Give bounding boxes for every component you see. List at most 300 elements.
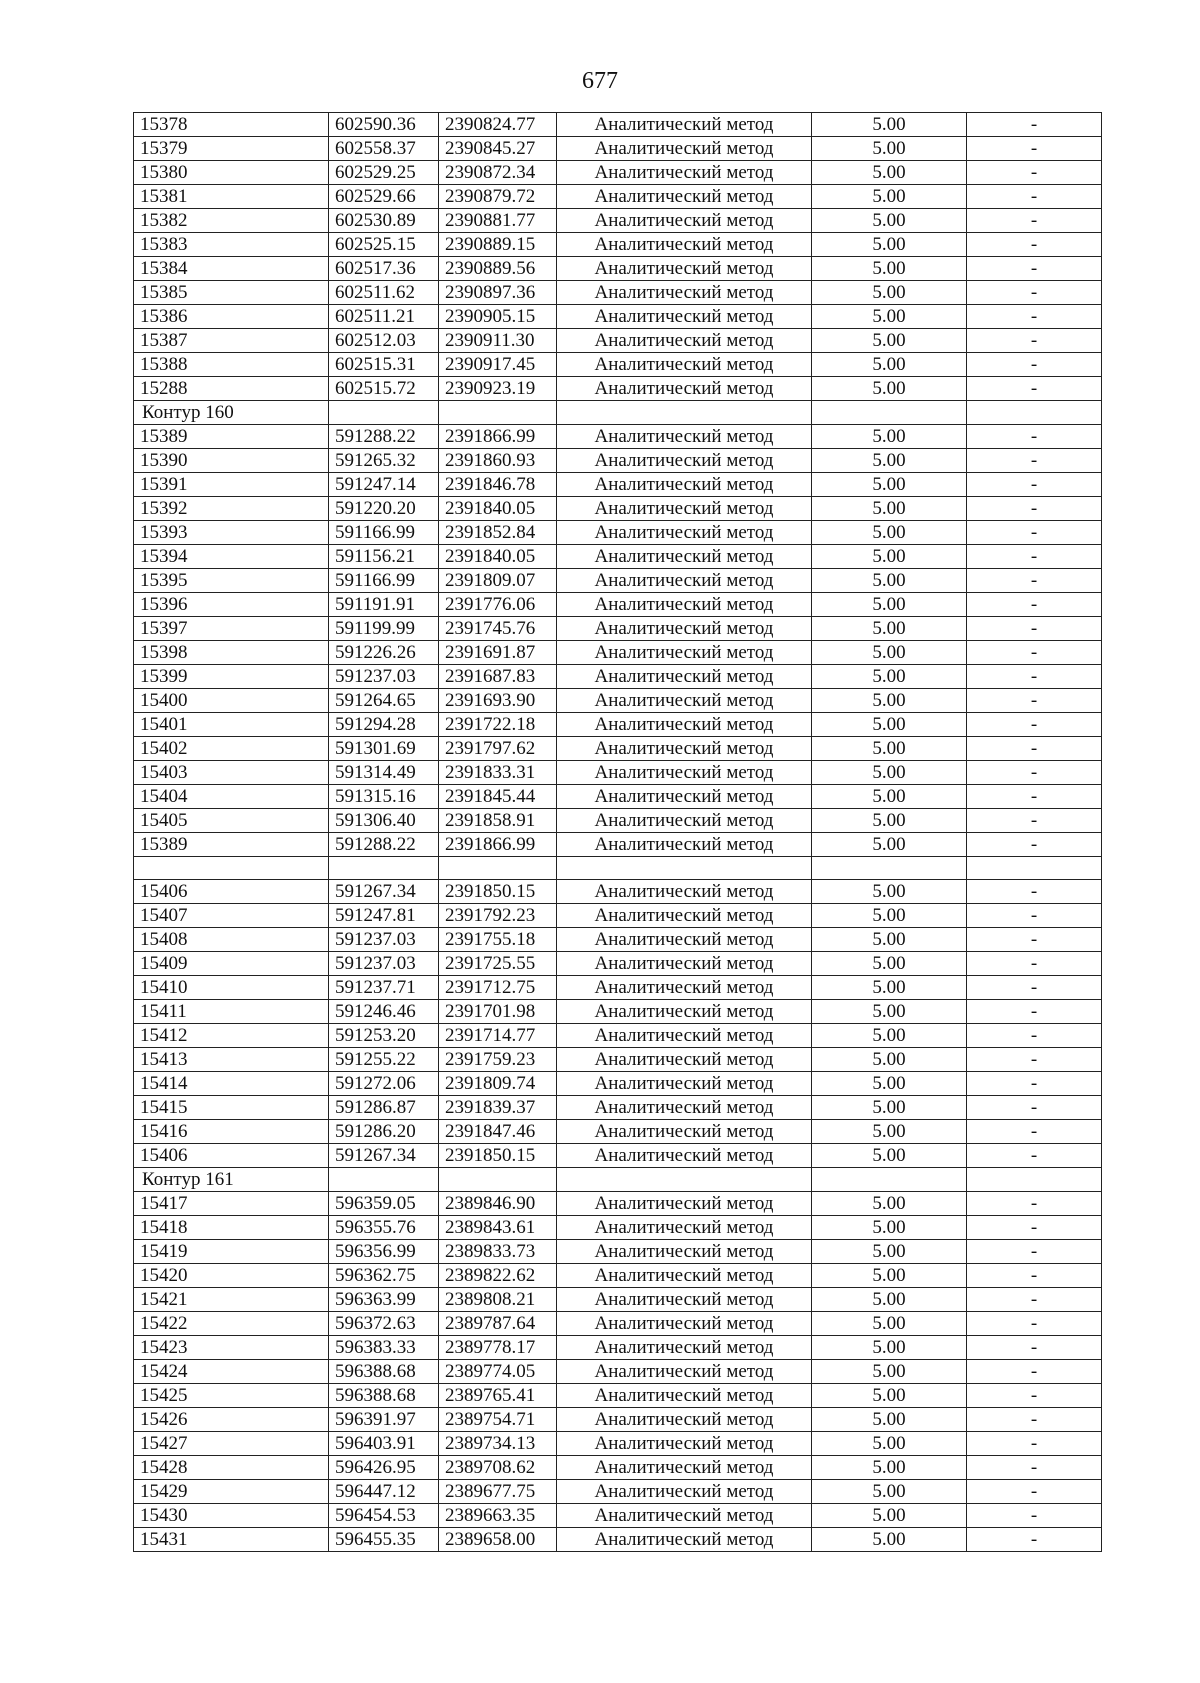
method-cell: Аналитический метод bbox=[557, 1024, 812, 1048]
note-cell: - bbox=[967, 737, 1102, 761]
point-number-cell: 15404 bbox=[134, 785, 329, 809]
accuracy-cell: 5.00 bbox=[812, 377, 967, 401]
point-number-cell: 15385 bbox=[134, 281, 329, 305]
method-cell: Аналитический метод bbox=[557, 257, 812, 281]
accuracy-cell: 5.00 bbox=[812, 1360, 967, 1384]
accuracy-cell bbox=[812, 857, 967, 880]
coord-x-cell: 591288.22 bbox=[329, 425, 439, 449]
coord-x-cell: 591264.65 bbox=[329, 689, 439, 713]
coord-y-cell: 2389708.62 bbox=[439, 1456, 557, 1480]
coord-y-cell bbox=[439, 401, 557, 425]
coord-y-cell: 2391839.37 bbox=[439, 1096, 557, 1120]
coord-x-cell: 591247.14 bbox=[329, 473, 439, 497]
point-number-cell: 15395 bbox=[134, 569, 329, 593]
coord-x-cell: 591255.22 bbox=[329, 1048, 439, 1072]
table-row bbox=[134, 833, 1102, 857]
note-cell: - bbox=[967, 1024, 1102, 1048]
note-cell: - bbox=[967, 353, 1102, 377]
coord-y-cell: 2391714.77 bbox=[439, 1024, 557, 1048]
accuracy-cell: 5.00 bbox=[812, 233, 967, 257]
table-row bbox=[134, 761, 1102, 785]
coord-x-cell: 602515.31 bbox=[329, 353, 439, 377]
method-cell: Аналитический метод bbox=[557, 1000, 812, 1024]
note-cell: - bbox=[967, 617, 1102, 641]
coord-y-cell: 2391776.06 bbox=[439, 593, 557, 617]
coord-x-cell: 596426.95 bbox=[329, 1456, 439, 1480]
point-number-cell: 15392 bbox=[134, 497, 329, 521]
note-cell: - bbox=[967, 1192, 1102, 1216]
note-cell bbox=[967, 857, 1102, 880]
accuracy-cell: 5.00 bbox=[812, 521, 967, 545]
method-cell: Аналитический метод bbox=[557, 785, 812, 809]
accuracy-cell: 5.00 bbox=[812, 1072, 967, 1096]
point-number-cell: 15400 bbox=[134, 689, 329, 713]
note-cell: - bbox=[967, 1528, 1102, 1552]
note-cell: - bbox=[967, 209, 1102, 233]
point-number-cell: 15401 bbox=[134, 713, 329, 737]
accuracy-cell: 5.00 bbox=[812, 1216, 967, 1240]
coord-y-cell: 2391852.84 bbox=[439, 521, 557, 545]
table-row bbox=[134, 233, 1102, 257]
point-number-cell: 15380 bbox=[134, 161, 329, 185]
coord-y-cell: 2391691.87 bbox=[439, 641, 557, 665]
table-row bbox=[134, 1024, 1102, 1048]
accuracy-cell: 5.00 bbox=[812, 976, 967, 1000]
point-number-cell: 15415 bbox=[134, 1096, 329, 1120]
accuracy-cell: 5.00 bbox=[812, 137, 967, 161]
accuracy-cell: 5.00 bbox=[812, 113, 967, 137]
method-cell: Аналитический метод bbox=[557, 1048, 812, 1072]
accuracy-cell: 5.00 bbox=[812, 809, 967, 833]
method-cell: Аналитический метод bbox=[557, 569, 812, 593]
method-cell: Аналитический метод bbox=[557, 1504, 812, 1528]
note-cell: - bbox=[967, 1432, 1102, 1456]
coord-y-cell: 2389822.62 bbox=[439, 1264, 557, 1288]
accuracy-cell: 5.00 bbox=[812, 329, 967, 353]
coord-x-cell: 596388.68 bbox=[329, 1384, 439, 1408]
table-row bbox=[134, 353, 1102, 377]
coord-x-cell: 602558.37 bbox=[329, 137, 439, 161]
table-row bbox=[134, 1408, 1102, 1432]
note-cell: - bbox=[967, 976, 1102, 1000]
point-number-cell: 15379 bbox=[134, 137, 329, 161]
table-row bbox=[134, 1264, 1102, 1288]
coord-x-cell: 602529.66 bbox=[329, 185, 439, 209]
note-cell: - bbox=[967, 928, 1102, 952]
point-number-cell: 15425 bbox=[134, 1384, 329, 1408]
accuracy-cell: 5.00 bbox=[812, 569, 967, 593]
point-number-cell: 15405 bbox=[134, 809, 329, 833]
coord-y-cell: 2391866.99 bbox=[439, 425, 557, 449]
coord-x-cell: 596372.63 bbox=[329, 1312, 439, 1336]
method-cell: Аналитический метод bbox=[557, 737, 812, 761]
coord-x-cell: 596356.99 bbox=[329, 1240, 439, 1264]
coord-y-cell: 2389846.90 bbox=[439, 1192, 557, 1216]
method-cell: Аналитический метод bbox=[557, 713, 812, 737]
note-cell: - bbox=[967, 1072, 1102, 1096]
method-cell: Аналитический метод bbox=[557, 281, 812, 305]
accuracy-cell: 5.00 bbox=[812, 689, 967, 713]
method-cell: Аналитический метод bbox=[557, 329, 812, 353]
note-cell: - bbox=[967, 1144, 1102, 1168]
note-cell: - bbox=[967, 1240, 1102, 1264]
method-cell: Аналитический метод bbox=[557, 137, 812, 161]
table-row bbox=[134, 593, 1102, 617]
coord-y-cell: 2391833.31 bbox=[439, 761, 557, 785]
note-cell: - bbox=[967, 713, 1102, 737]
method-cell: Аналитический метод bbox=[557, 1096, 812, 1120]
table-row bbox=[134, 545, 1102, 569]
coord-x-cell: 591267.34 bbox=[329, 880, 439, 904]
accuracy-cell: 5.00 bbox=[812, 449, 967, 473]
section-row bbox=[134, 401, 1102, 425]
method-cell: Аналитический метод bbox=[557, 617, 812, 641]
accuracy-cell: 5.00 bbox=[812, 425, 967, 449]
accuracy-cell: 5.00 bbox=[812, 1024, 967, 1048]
coord-x-cell: 591237.71 bbox=[329, 976, 439, 1000]
note-cell: - bbox=[967, 880, 1102, 904]
coord-x-cell: 602512.03 bbox=[329, 329, 439, 353]
method-cell: Аналитический метод bbox=[557, 665, 812, 689]
table-row bbox=[134, 1528, 1102, 1552]
point-number-cell bbox=[134, 857, 329, 880]
method-cell: Аналитический метод bbox=[557, 545, 812, 569]
method-cell: Аналитический метод bbox=[557, 1288, 812, 1312]
note-cell: - bbox=[967, 521, 1102, 545]
point-number-cell: 15288 bbox=[134, 377, 329, 401]
coord-x-cell: 602530.89 bbox=[329, 209, 439, 233]
method-cell: Аналитический метод bbox=[557, 1456, 812, 1480]
coord-y-cell: 2391846.78 bbox=[439, 473, 557, 497]
point-number-cell: 15389 bbox=[134, 425, 329, 449]
table-row bbox=[134, 1336, 1102, 1360]
coord-y-cell: 2389765.41 bbox=[439, 1384, 557, 1408]
method-cell bbox=[557, 1168, 812, 1192]
table-row bbox=[134, 1144, 1102, 1168]
table-row bbox=[134, 113, 1102, 137]
accuracy-cell: 5.00 bbox=[812, 1096, 967, 1120]
method-cell: Аналитический метод bbox=[557, 305, 812, 329]
note-cell: - bbox=[967, 1312, 1102, 1336]
point-number-cell: 15406 bbox=[134, 880, 329, 904]
method-cell: Аналитический метод bbox=[557, 1384, 812, 1408]
point-number-cell: 15378 bbox=[134, 113, 329, 137]
accuracy-cell: 5.00 bbox=[812, 1432, 967, 1456]
accuracy-cell: 5.00 bbox=[812, 1336, 967, 1360]
note-cell: - bbox=[967, 1120, 1102, 1144]
point-number-cell: Контур 160 bbox=[134, 401, 329, 425]
table-row bbox=[134, 281, 1102, 305]
method-cell: Аналитический метод bbox=[557, 1528, 812, 1552]
table-row bbox=[134, 257, 1102, 281]
method-cell: Аналитический метод bbox=[557, 1264, 812, 1288]
method-cell: Аналитический метод bbox=[557, 497, 812, 521]
point-number-cell: 15406 bbox=[134, 1144, 329, 1168]
note-cell: - bbox=[967, 1288, 1102, 1312]
coord-y-cell: 2390889.15 bbox=[439, 233, 557, 257]
note-cell: - bbox=[967, 785, 1102, 809]
coord-y-cell: 2390889.56 bbox=[439, 257, 557, 281]
coord-x-cell bbox=[329, 401, 439, 425]
accuracy-cell: 5.00 bbox=[812, 952, 967, 976]
note-cell bbox=[967, 401, 1102, 425]
point-number-cell: 15421 bbox=[134, 1288, 329, 1312]
method-cell: Аналитический метод bbox=[557, 233, 812, 257]
note-cell: - bbox=[967, 1000, 1102, 1024]
coord-y-cell: 2391755.18 bbox=[439, 928, 557, 952]
method-cell: Аналитический метод bbox=[557, 976, 812, 1000]
method-cell: Аналитический метод bbox=[557, 1240, 812, 1264]
accuracy-cell: 5.00 bbox=[812, 1000, 967, 1024]
point-number-cell: 15423 bbox=[134, 1336, 329, 1360]
accuracy-cell: 5.00 bbox=[812, 593, 967, 617]
coord-y-cell: 2391722.18 bbox=[439, 713, 557, 737]
coord-x-cell: 591166.99 bbox=[329, 521, 439, 545]
table-row bbox=[134, 329, 1102, 353]
method-cell: Аналитический метод bbox=[557, 1120, 812, 1144]
coord-y-cell: 2391759.23 bbox=[439, 1048, 557, 1072]
point-number-cell: 15384 bbox=[134, 257, 329, 281]
point-number-cell: 15431 bbox=[134, 1528, 329, 1552]
coord-x-cell: 591199.99 bbox=[329, 617, 439, 641]
coord-x-cell: 602511.62 bbox=[329, 281, 439, 305]
coord-x-cell: 596454.53 bbox=[329, 1504, 439, 1528]
coord-x-cell: 591286.20 bbox=[329, 1120, 439, 1144]
coord-x-cell: 591253.20 bbox=[329, 1024, 439, 1048]
coord-y-cell: 2391850.15 bbox=[439, 1144, 557, 1168]
accuracy-cell: 5.00 bbox=[812, 880, 967, 904]
table-row bbox=[134, 1216, 1102, 1240]
point-number-cell: 15389 bbox=[134, 833, 329, 857]
method-cell: Аналитический метод bbox=[557, 185, 812, 209]
table-row bbox=[134, 137, 1102, 161]
note-cell: - bbox=[967, 113, 1102, 137]
method-cell: Аналитический метод bbox=[557, 209, 812, 233]
point-number-cell: 15383 bbox=[134, 233, 329, 257]
coord-y-cell bbox=[439, 1168, 557, 1192]
coord-y-cell: 2391809.74 bbox=[439, 1072, 557, 1096]
method-cell: Аналитический метод bbox=[557, 113, 812, 137]
method-cell: Аналитический метод bbox=[557, 1072, 812, 1096]
coord-y-cell: 2389774.05 bbox=[439, 1360, 557, 1384]
table-row bbox=[134, 1504, 1102, 1528]
coord-x-cell: 602529.25 bbox=[329, 161, 439, 185]
coord-x-cell: 596391.97 bbox=[329, 1408, 439, 1432]
coord-y-cell: 2390897.36 bbox=[439, 281, 557, 305]
coord-y-cell: 2391725.55 bbox=[439, 952, 557, 976]
coord-x-cell bbox=[329, 857, 439, 880]
table-row bbox=[134, 880, 1102, 904]
note-cell: - bbox=[967, 161, 1102, 185]
coord-y-cell: 2389754.71 bbox=[439, 1408, 557, 1432]
coord-x-cell: 591191.91 bbox=[329, 593, 439, 617]
accuracy-cell: 5.00 bbox=[812, 785, 967, 809]
method-cell: Аналитический метод bbox=[557, 425, 812, 449]
table-row bbox=[134, 785, 1102, 809]
method-cell: Аналитический метод bbox=[557, 593, 812, 617]
table-row bbox=[134, 1456, 1102, 1480]
accuracy-cell: 5.00 bbox=[812, 281, 967, 305]
accuracy-cell: 5.00 bbox=[812, 713, 967, 737]
coord-y-cell: 2390917.45 bbox=[439, 353, 557, 377]
accuracy-cell: 5.00 bbox=[812, 353, 967, 377]
point-number-cell: 15410 bbox=[134, 976, 329, 1000]
note-cell: - bbox=[967, 1264, 1102, 1288]
accuracy-cell: 5.00 bbox=[812, 305, 967, 329]
point-number-cell: 15429 bbox=[134, 1480, 329, 1504]
point-number-cell: 15391 bbox=[134, 473, 329, 497]
coord-x-cell: 591265.32 bbox=[329, 449, 439, 473]
coord-x-cell: 596359.05 bbox=[329, 1192, 439, 1216]
coord-x-cell: 591286.87 bbox=[329, 1096, 439, 1120]
coord-y-cell: 2391693.90 bbox=[439, 689, 557, 713]
coord-y-cell: 2389663.35 bbox=[439, 1504, 557, 1528]
point-number-cell: 15403 bbox=[134, 761, 329, 785]
point-number-cell: 15386 bbox=[134, 305, 329, 329]
note-cell: - bbox=[967, 952, 1102, 976]
coord-x-cell: 602511.21 bbox=[329, 305, 439, 329]
table-row bbox=[134, 713, 1102, 737]
note-cell: - bbox=[967, 904, 1102, 928]
coord-x-cell: 591314.49 bbox=[329, 761, 439, 785]
accuracy-cell bbox=[812, 1168, 967, 1192]
coord-x-cell: 596403.91 bbox=[329, 1432, 439, 1456]
accuracy-cell: 5.00 bbox=[812, 209, 967, 233]
note-cell: - bbox=[967, 1408, 1102, 1432]
coord-x-cell: 596362.75 bbox=[329, 1264, 439, 1288]
coord-x-cell: 596447.12 bbox=[329, 1480, 439, 1504]
note-cell: - bbox=[967, 689, 1102, 713]
coord-y-cell: 2390879.72 bbox=[439, 185, 557, 209]
table-row bbox=[134, 449, 1102, 473]
method-cell: Аналитический метод bbox=[557, 928, 812, 952]
accuracy-cell: 5.00 bbox=[812, 1528, 967, 1552]
method-cell: Аналитический метод bbox=[557, 449, 812, 473]
accuracy-cell: 5.00 bbox=[812, 737, 967, 761]
coord-y-cell: 2391840.05 bbox=[439, 545, 557, 569]
table-row bbox=[134, 1000, 1102, 1024]
table-row bbox=[134, 569, 1102, 593]
accuracy-cell: 5.00 bbox=[812, 833, 967, 857]
coord-y-cell: 2389808.21 bbox=[439, 1288, 557, 1312]
table-row bbox=[134, 1120, 1102, 1144]
coord-y-cell: 2389778.17 bbox=[439, 1336, 557, 1360]
coord-x-cell: 596388.68 bbox=[329, 1360, 439, 1384]
accuracy-cell: 5.00 bbox=[812, 1312, 967, 1336]
table-row bbox=[134, 737, 1102, 761]
method-cell: Аналитический метод bbox=[557, 377, 812, 401]
table-row bbox=[134, 1360, 1102, 1384]
coord-y-cell: 2389658.00 bbox=[439, 1528, 557, 1552]
point-number-cell: 15414 bbox=[134, 1072, 329, 1096]
coord-x-cell bbox=[329, 1168, 439, 1192]
accuracy-cell: 5.00 bbox=[812, 1264, 967, 1288]
accuracy-cell: 5.00 bbox=[812, 1240, 967, 1264]
accuracy-cell: 5.00 bbox=[812, 1192, 967, 1216]
point-number-cell: 15426 bbox=[134, 1408, 329, 1432]
point-number-cell: 15402 bbox=[134, 737, 329, 761]
point-number-cell: 15397 bbox=[134, 617, 329, 641]
coord-x-cell: 602515.72 bbox=[329, 377, 439, 401]
note-cell: - bbox=[967, 329, 1102, 353]
coord-y-cell: 2389677.75 bbox=[439, 1480, 557, 1504]
method-cell: Аналитический метод bbox=[557, 1360, 812, 1384]
page-number: 677 bbox=[582, 68, 618, 94]
note-cell: - bbox=[967, 1504, 1102, 1528]
accuracy-cell bbox=[812, 401, 967, 425]
point-number-cell: 15412 bbox=[134, 1024, 329, 1048]
accuracy-cell: 5.00 bbox=[812, 1048, 967, 1072]
method-cell: Аналитический метод bbox=[557, 473, 812, 497]
point-number-cell: 15422 bbox=[134, 1312, 329, 1336]
point-number-cell: 15393 bbox=[134, 521, 329, 545]
coord-y-cell: 2391745.76 bbox=[439, 617, 557, 641]
coord-x-cell: 596363.99 bbox=[329, 1288, 439, 1312]
point-number-cell: 15424 bbox=[134, 1360, 329, 1384]
table-row bbox=[134, 473, 1102, 497]
coord-y-cell: 2389833.73 bbox=[439, 1240, 557, 1264]
table-row bbox=[134, 161, 1102, 185]
table-row bbox=[134, 1096, 1102, 1120]
coord-y-cell: 2391797.62 bbox=[439, 737, 557, 761]
coord-y-cell: 2391845.44 bbox=[439, 785, 557, 809]
point-number-cell: 15408 bbox=[134, 928, 329, 952]
coord-x-cell: 591246.46 bbox=[329, 1000, 439, 1024]
table-row bbox=[134, 617, 1102, 641]
coord-y-cell: 2391712.75 bbox=[439, 976, 557, 1000]
note-cell: - bbox=[967, 1456, 1102, 1480]
note-cell: - bbox=[967, 281, 1102, 305]
note-cell: - bbox=[967, 1096, 1102, 1120]
accuracy-cell: 5.00 bbox=[812, 161, 967, 185]
coord-y-cell: 2391792.23 bbox=[439, 904, 557, 928]
coord-x-cell: 591220.20 bbox=[329, 497, 439, 521]
coord-y-cell: 2391858.91 bbox=[439, 809, 557, 833]
table-row bbox=[134, 809, 1102, 833]
point-number-cell: 15416 bbox=[134, 1120, 329, 1144]
point-number-cell: 15409 bbox=[134, 952, 329, 976]
note-cell: - bbox=[967, 1336, 1102, 1360]
coord-y-cell: 2390881.77 bbox=[439, 209, 557, 233]
method-cell: Аналитический метод bbox=[557, 353, 812, 377]
accuracy-cell: 5.00 bbox=[812, 1408, 967, 1432]
note-cell: - bbox=[967, 449, 1102, 473]
point-number-cell: 15394 bbox=[134, 545, 329, 569]
method-cell: Аналитический метод bbox=[557, 689, 812, 713]
point-number-cell: 15382 bbox=[134, 209, 329, 233]
accuracy-cell: 5.00 bbox=[812, 473, 967, 497]
coord-x-cell: 591288.22 bbox=[329, 833, 439, 857]
table-row bbox=[134, 185, 1102, 209]
point-number-cell: 15411 bbox=[134, 1000, 329, 1024]
method-cell: Аналитический метод bbox=[557, 161, 812, 185]
table-row bbox=[134, 689, 1102, 713]
note-cell: - bbox=[967, 305, 1102, 329]
method-cell: Аналитический метод bbox=[557, 1216, 812, 1240]
accuracy-cell: 5.00 bbox=[812, 761, 967, 785]
table-row bbox=[134, 1192, 1102, 1216]
coord-x-cell: 591315.16 bbox=[329, 785, 439, 809]
table-row bbox=[134, 665, 1102, 689]
coord-y-cell: 2389734.13 bbox=[439, 1432, 557, 1456]
coord-x-cell: 602525.15 bbox=[329, 233, 439, 257]
coord-y-cell bbox=[439, 857, 557, 880]
note-cell: - bbox=[967, 665, 1102, 689]
coord-y-cell: 2391809.07 bbox=[439, 569, 557, 593]
note-cell: - bbox=[967, 377, 1102, 401]
coord-x-cell: 602590.36 bbox=[329, 113, 439, 137]
note-cell: - bbox=[967, 761, 1102, 785]
